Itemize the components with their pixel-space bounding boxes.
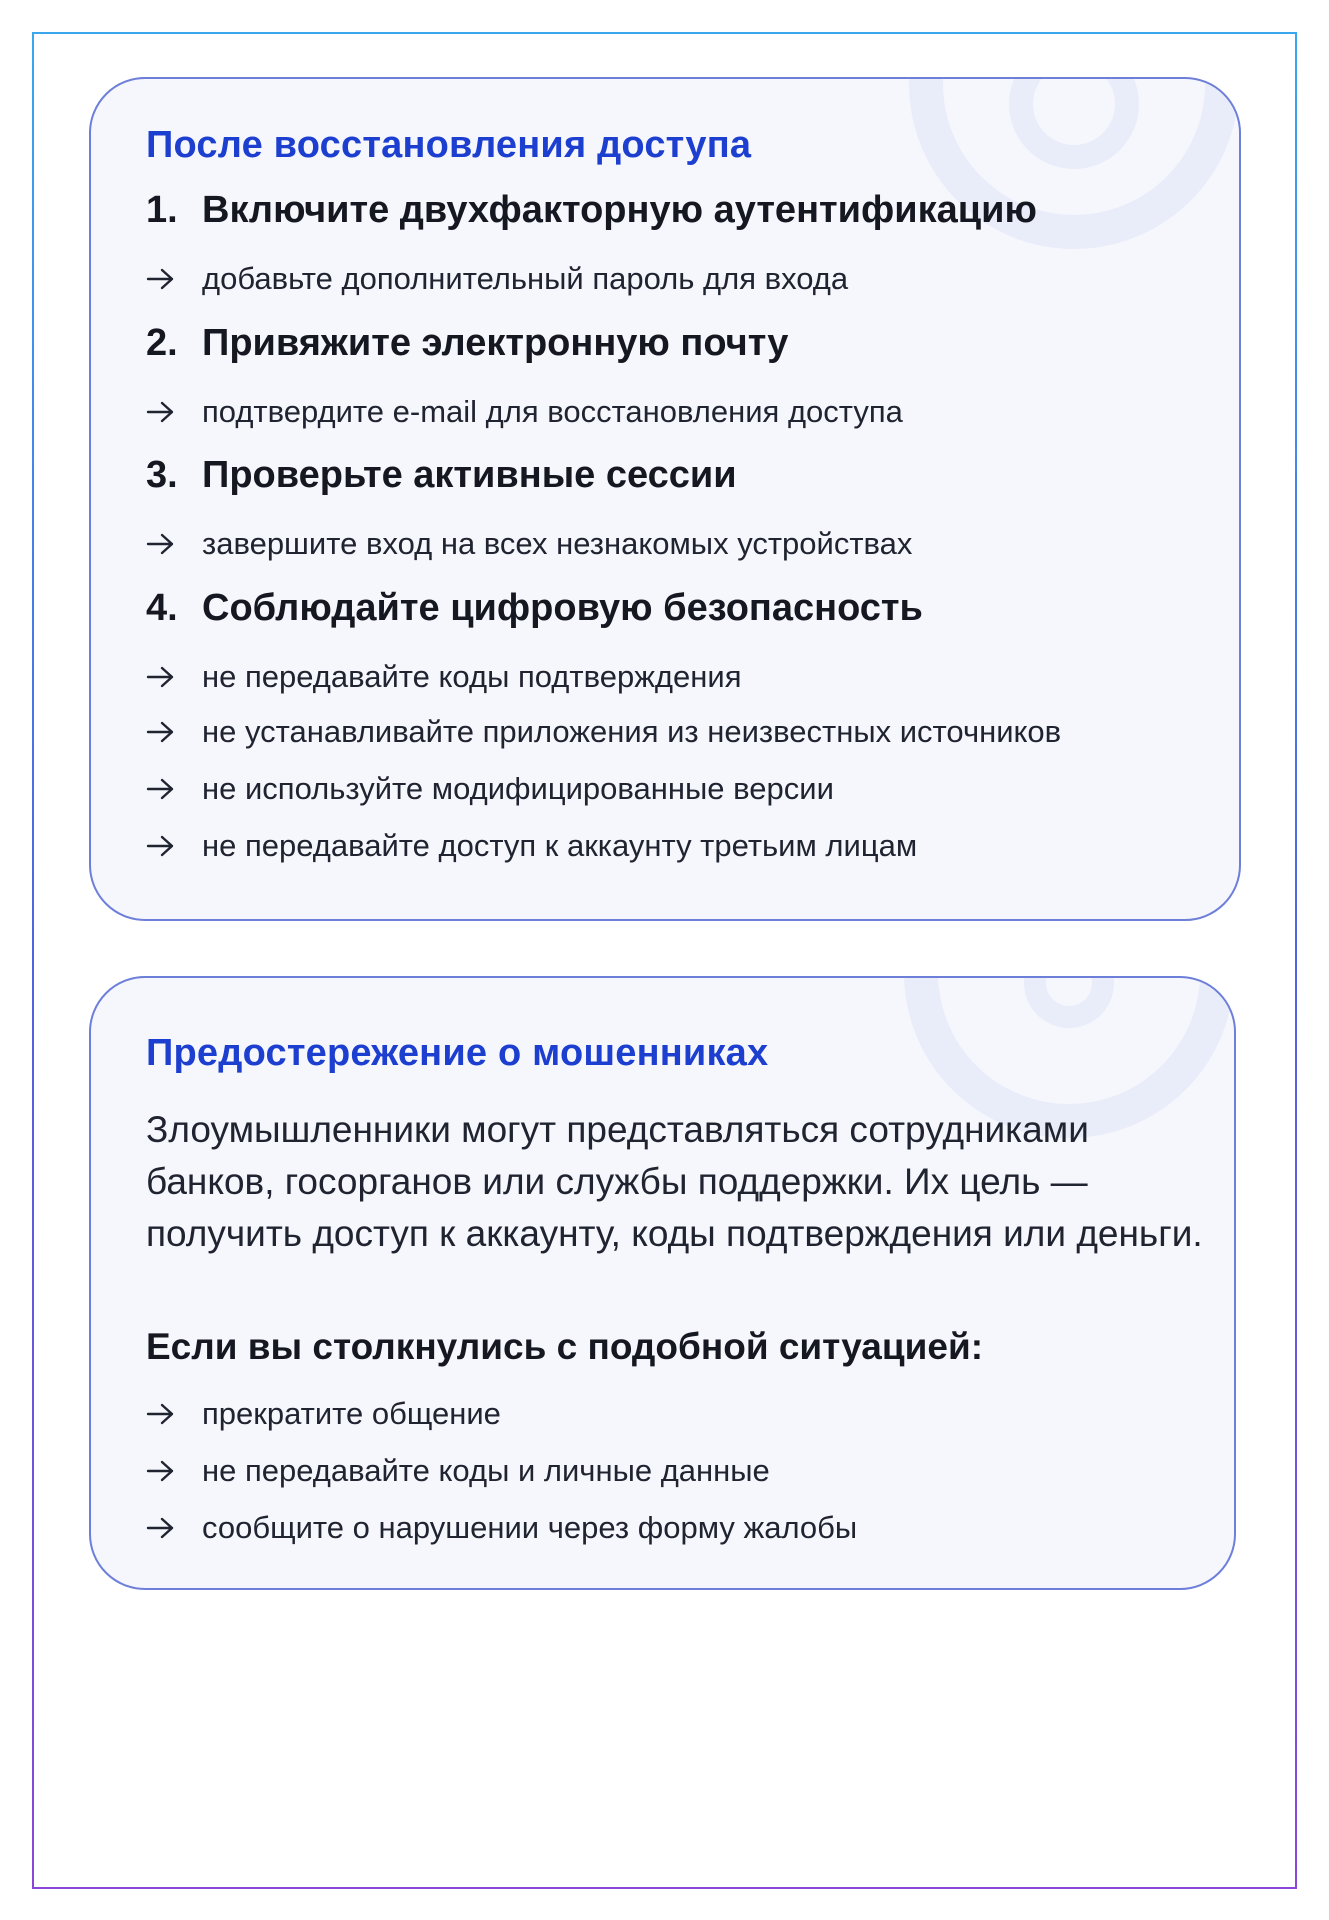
warning-paragraph: Злоумышленники могут представляться сотрудниками банков, госорганов или службы поддержки. Их цель — получить доступ к аккаунту, коды подтверждения или деньги. (146, 1109, 1203, 1254)
recovery-heading: После восстановления доступа (146, 124, 752, 166)
step-number: 1. (146, 189, 178, 231)
list-item: сообщите о нарушении через форму жалобы (146, 1510, 857, 1546)
step-title-text: Проверьте активные сессии (202, 454, 737, 496)
list-item: не устанавливайте приложения из неизвестных источников (146, 714, 1061, 750)
warning-card (89, 976, 1236, 1590)
step-title (146, 454, 737, 497)
arrow-right-icon (146, 397, 202, 427)
arrow-right-icon (146, 831, 202, 861)
step-number: 3. (146, 454, 178, 496)
list-item: не используйте модифицированные версии (146, 771, 834, 807)
warning-heading: Предостережение о мошенниках (146, 1032, 769, 1074)
step-title (146, 322, 788, 365)
list-item: прекратите общение (146, 1396, 501, 1432)
arrow-right-icon (146, 264, 202, 294)
step-title (146, 587, 923, 630)
list-item: не передавайте доступ к аккаунту третьим лицам (146, 828, 917, 864)
arrow-right-icon (146, 1456, 202, 1486)
arrow-right-icon (146, 1513, 202, 1543)
list-item: добавьте дополнительный пароль для входа (146, 261, 848, 297)
recovery-card (89, 77, 1241, 921)
step-number: 4. (146, 587, 178, 629)
step-title-text: Соблюдайте цифровую безопасность (202, 587, 923, 629)
arrow-right-icon (146, 1399, 202, 1429)
arrow-right-icon (146, 662, 202, 692)
list-item: подтвердите e-mail для восстановления доступа (146, 394, 903, 430)
warning-subheading: Если вы столкнулись с подобной ситуацией: (146, 1326, 984, 1367)
list-item: не передавайте коды и личные данные (146, 1453, 770, 1489)
arrow-right-icon (146, 774, 202, 804)
step-number: 2. (146, 322, 178, 364)
list-item: не передавайте коды подтверждения (146, 659, 742, 695)
step-title-text: Включите двухфакторную аутентификацию (202, 189, 1037, 231)
arrow-right-icon (146, 529, 202, 559)
step-title (146, 189, 1037, 232)
list-item: завершите вход на всех незнакомых устройствах (146, 526, 912, 562)
arrow-right-icon (146, 717, 202, 747)
step-title-text: Привяжите электронную почту (202, 322, 789, 364)
